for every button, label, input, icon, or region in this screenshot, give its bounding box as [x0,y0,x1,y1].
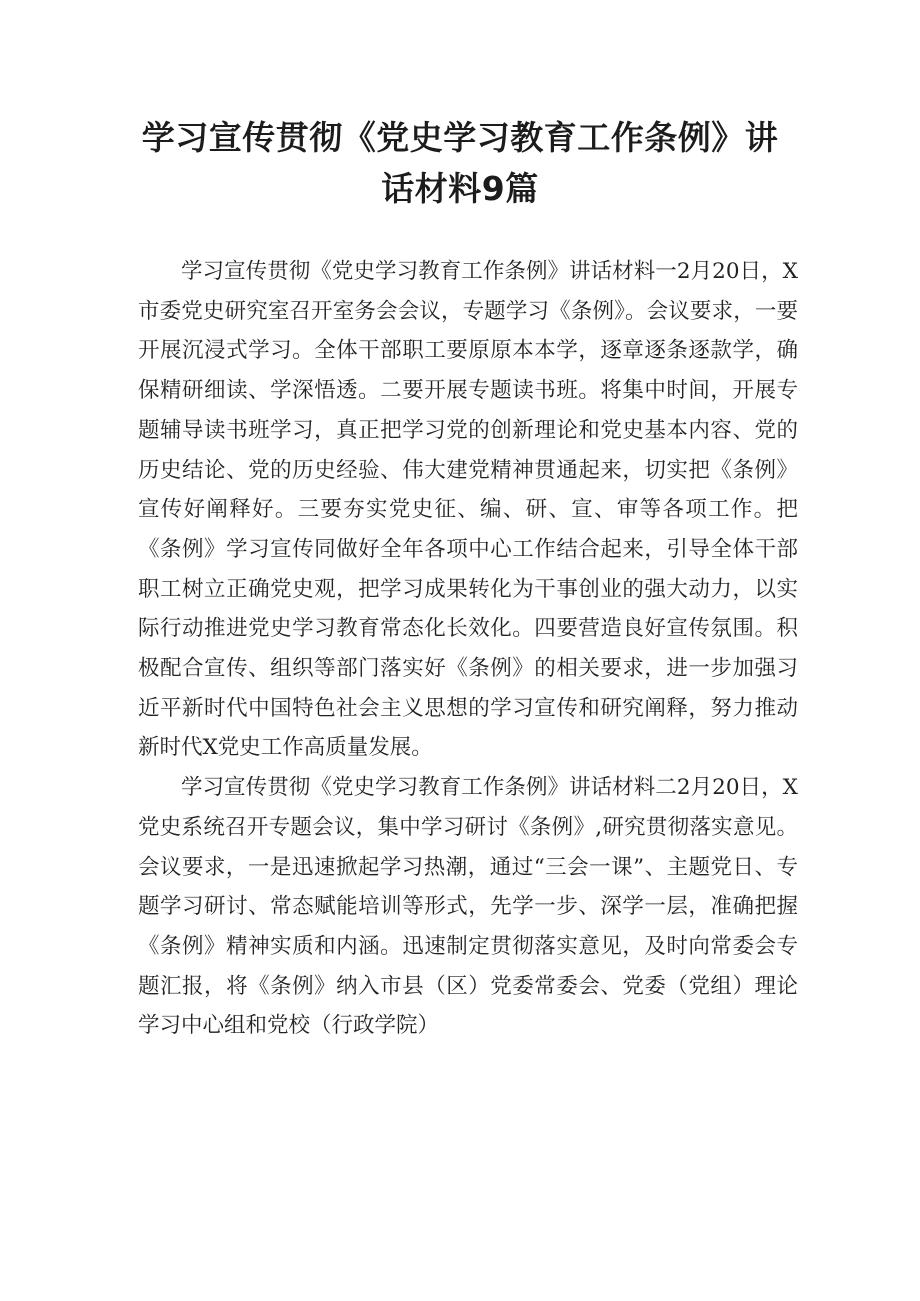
document-title [140,112,780,214]
title-line-2: 话材料9篇 [381,169,539,208]
title-line-1: 学习宣传贯彻《党史学习教育工作条例》讲 [141,118,779,157]
document-body [138,252,798,1046]
paragraph-1: 学习宣传贯彻《党史学习教育工作条例》讲话材料一2月20日，X市委党史研究室召开室务会会议，专题学习《条例》。会议要求，一要开展沉浸式学习。全体干部职工要原原本本学，逐章逐条逐款学，确保精研细读、学深悟透。二要开展专题读书班。将集中时间，开展专题辅导读书班学习，真正把学习党的创新理论和党史基本内容、党的历史结论、党的历史经验、伟大建党精神贯通起来，切实把《条例》宣传好阐释好。三要夯实党史征、编、研、宣、审等各项工作。把《条例》学习宣传同做好全年各项中心工作结合起来，引导全体干部职工树立正确党史观，把学习成果转化为干事创业的强大动力，以实际行动推进党史学习教育常态化长效化。四要营造良好宣传氛围。积极配合宣传、组织等部门落实好《条例》的相关要求，进一步加强习近平新时代中国特色社会主义思想的学习宣传和研究阐释，努力推动新时代X党史工作高质量发展。 [138,259,798,761]
paragraph-2: 学习宣传贯彻《党史学习教育工作条例》讲话材料二2月20日，X党史系统召开专题会议，集中学习研讨《条例》,研究贯彻落实意见。会议要求，一是迅速掀起学习热潮，通过“三会一课”、主题党日、专题学习研讨、常态赋能培训等形式，先学一步、深学一层，准确把握《条例》精神实质和内涵。迅速制定贯彻落实意见，及时向常委会专题汇报，将《条例》纳入市县（区）党委常委会、党委（党组）理论学习中心组和党校（行政学院） [138,775,798,1039]
